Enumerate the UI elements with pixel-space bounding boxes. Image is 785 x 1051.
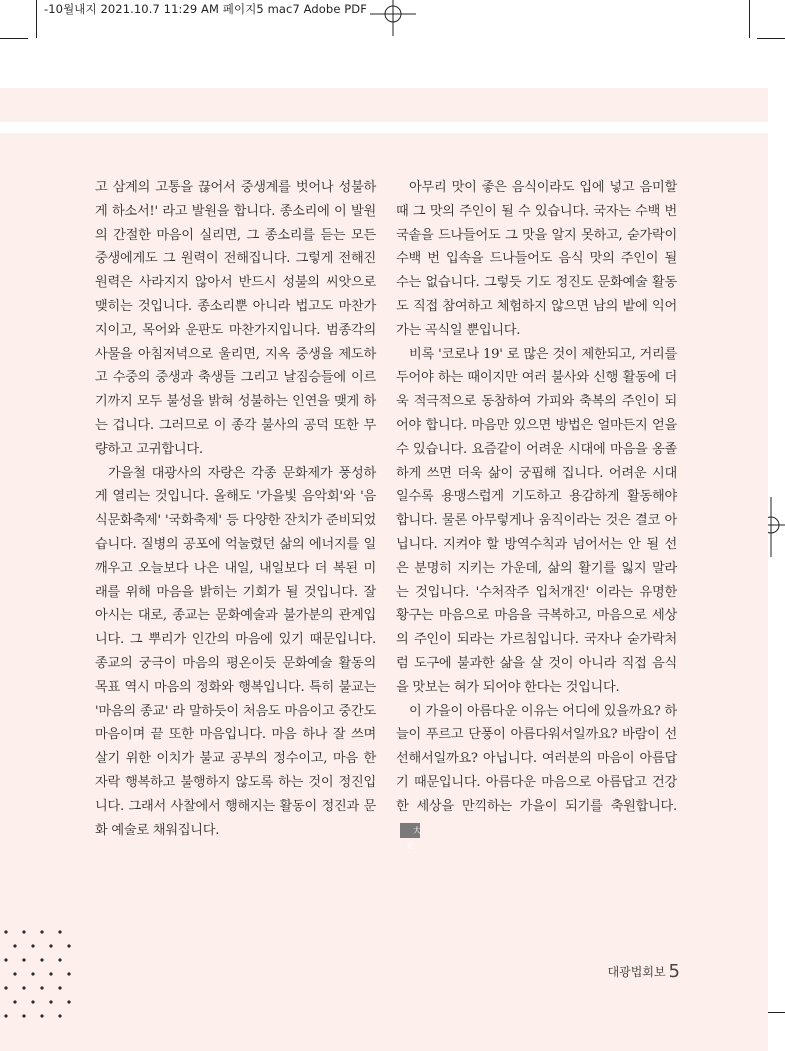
- paragraph: 비록 '코로나 19' 로 많은 것이 제한되고, 거리를 두어야 하는 때이지만 여러 불사와 신행 활동에 더욱 적극적으로 동참하여 가피와 축복의 주인이 되어야 합니다. 마음만 있으면 방법은 얼마든지 얻을 수 있습니다. 요즘같이 어려운 시대에 마음을 옹졸하게 쓰면 더욱 삶이 궁핍해 집니다. 어려운 시대일수록 용맹스럽게 기도하고 용감하게 활동해야 합니다. 물론 아무렇게나 움직이라는 것은 결코 아닙니다. 지켜야 할 방역수칙과 넘어서는 안 될 선은 분명히 지키는 가운데, 삶의 활기를 잃지 말라는 것입니다. '수처작주 입처개진' 이라는 유명한 황구는 마음으로 마음을 극복하고, 마음으로 세상의 주인이 되라는 가르침입니다. 국자나 숟가락처럼 도구에 불과한 삶을 살 것이 아니라 직접 음식을 맛보는 혀가 되어야 한다는 것입니다.: [396, 346, 677, 695]
- paragraph: 가을철 대광사의 자랑은 각종 문화제가 풍성하게 열리는 것입니다. 올해도 '가을빛 음악회'와 '음식문화축제' '국화축제' 등 다양한 잔치가 준비되었습니다. 질병의 공포에 억눌렸던 삶의 에너지를 일깨우고 오늘보다 나은 내일, 내일보다 더 복된 미래를 위해 마음을 밝히는 기회가 될 것입니다. 잘 아시는 대로, 종교는 문화예술과 불가분의 관계입니다. 그 뿌리가 인간의 마음에 있기 때문입니다. 종교의 궁극이 마음의 평온이듯 문화예술 활동의 목표 역시 마음의 정화와 행복입니다. 특히 불교는 '마음의 종교' 라 말하듯이 처음도 마음이고 중간도 마음이며 끝 또한 마음입니다. 마음 하나 잘 쓰며 살기 위한 이치가 불교 공부의 정수이고, 마음 한 자락 행복하고 불행하지 않도록 하는 것이 정진입니다. 그래서 사찰에서 행해지는 활동이 정진과 문화 예술로 채워집니다.: [95, 465, 376, 838]
- crop-mark-top-right-h: [757, 38, 785, 39]
- publication-name: 대광법회보: [607, 965, 666, 979]
- paragraph-text: 이 가을이 아름다운 이유는 어디에 있을까요? 하늘이 푸르고 단풍이 아름다워서일까요? 바람이 선선해서일까요? 아닙니다. 여러분의 마음이 아름답기 때문입니다. 아름다운 마음으로 아름답고 건강한 세상을 만끽하는 가을이 되기를 축원합니다.: [396, 703, 677, 814]
- paragraph: 고 삼계의 고통을 끊어서 중생계를 벗어나 성불하게 하소서!' 라고 발원을 합니다. 종소리에 이 발원의 간절한 마음이 실리면, 그 종소리를 듣는 모든 중생에게도 그 원력이 전해집니다. 그렇게 전해진 원력은 사라지지 않아서 반드시 성불의 씨앗으로 맺히는 것입니다. 종소리뿐 아니라 법고도 마찬가지이고, 목어와 운판도 마찬가지입니다. 범종각의 사물을 아침저녁으로 울리면, 지옥 중생을 제도하고 수중의 중생과 축생들 그리고 날짐승들에 이르기까지 모두 불성을 밝혀 성불하는 인연을 맺게 하는 겁니다. 그러므로 이 종각 불사의 공덕 또한 무량하고 고귀합니다.: [95, 180, 376, 457]
- header-band: [0, 88, 768, 122]
- end-mark-seal: 大光: [400, 823, 420, 838]
- crop-mark-top-left-v: [36, 0, 37, 38]
- text-column-right: [396, 176, 677, 850]
- paragraph: [396, 700, 677, 850]
- print-slug: -10월내지 2021.10.7 11:29 AM 페이지5 mac7 Adobe PDF: [44, 2, 367, 16]
- registration-mark-top: [370, 0, 416, 36]
- crop-mark-top-left-h: [0, 38, 28, 39]
- text-column-left: [95, 176, 376, 842]
- page-footer: [608, 961, 680, 982]
- decorative-dot-pattern: [0, 928, 90, 1033]
- crop-mark-top-right-v: [749, 0, 750, 38]
- page-number: 5: [668, 961, 680, 982]
- paragraph: 아무리 맛이 좋은 음식이라도 입에 넣고 음미할 때 그 맛의 주인이 될 수 있습니다. 국자는 수백 번 국솥을 드나들어도 그 맛을 알지 못하고, 숟가락이 수백 번 입속을 드나들어도 음식 맛의 주인이 될 수는 없습니다. 그렇듯 기도 정진도 문화예술 활동도 직접 참여하고 체험하지 않으면 남의 밭에 익어가는 곡식일 뿐입니다.: [396, 180, 677, 338]
